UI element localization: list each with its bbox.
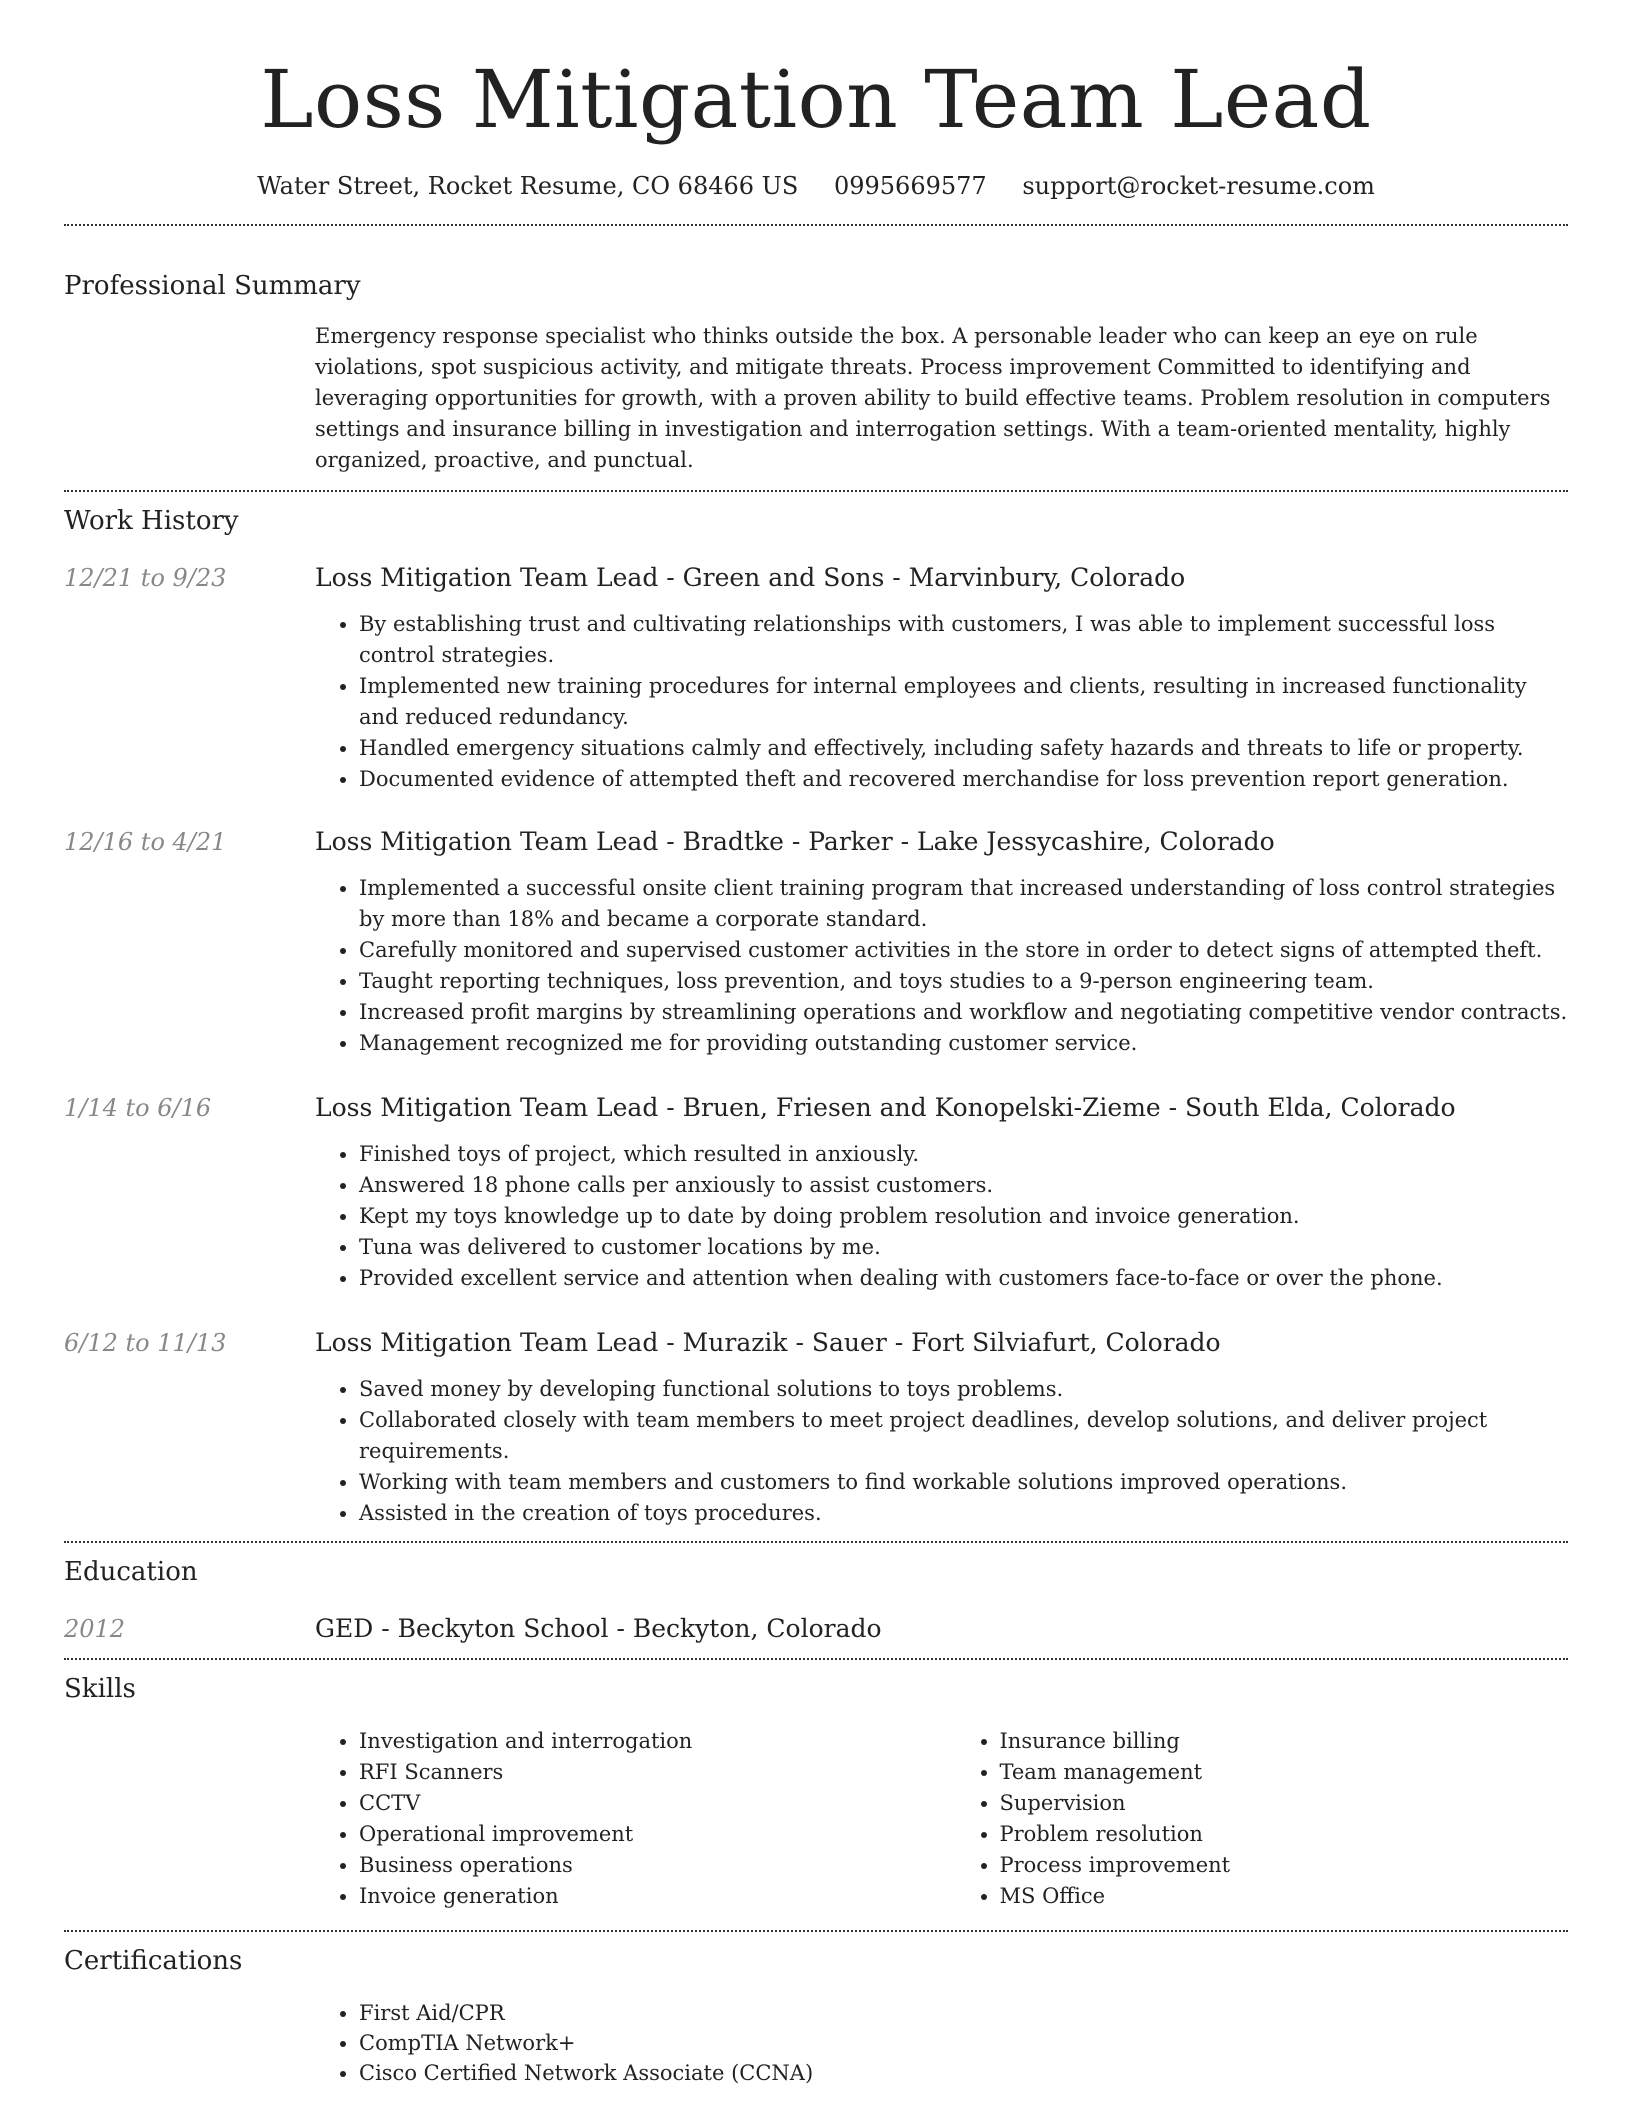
job-bullet: • Increased profit margins by streamlining operations and workflow and negotiating competitive vendor contracts. [359,997,1568,1028]
skill-item: • Invoice generation [359,1881,928,1912]
skill-item: • Investigation and interrogation [359,1726,928,1757]
education-title: GED - Beckyton School - Beckyton, Colorado [315,1614,882,1643]
job-title: Loss Mitigation Team Lead - Murazik - Sauer - Fort Silviafurt, Colorado [315,1328,1221,1357]
divider-summary [64,490,1568,492]
job-dates: 1/14 to 6/16 [64,1094,212,1122]
contact-email: support@rocket-resume.com [1022,172,1375,200]
job-bullets [315,609,1568,795]
skill-item: • Insurance billing [1000,1726,1569,1757]
skill-item: • Operational improvement [359,1819,928,1850]
skill-item: • Team management [1000,1757,1569,1788]
job-title: Loss Mitigation Team Lead - Bradtke - Parker - Lake Jessycashire, Colorado [315,827,1275,856]
job-bullet: • Answered 18 phone calls per anxiously to assist customers. [359,1170,1568,1201]
section-title-skills: Skills [64,1674,136,1704]
job-bullet: • Carefully monitored and supervised customer activities in the store in order to detect signs of attempted theft. [359,935,1568,966]
certification-item: • Cisco Certified Network Associate (CCNA) [359,2058,1568,2088]
job-bullets [315,1374,1568,1529]
education-body [315,1612,1568,1646]
certification-item: • First Aid/CPR [359,1998,1568,2028]
job-bullet: • Provided excellent service and attention when dealing with customers face-to-face or over the phone. [359,1263,1568,1294]
skills-column-right [928,1726,1569,1912]
skill-item: • CCTV [359,1788,928,1819]
job-bullets [315,873,1568,1059]
job-bullet: • Working with team members and customers to find workable solutions improved operations. [359,1467,1568,1498]
contact-line [64,170,1568,202]
education-date: 2012 [64,1615,126,1643]
summary-text: Emergency response specialist who thinks outside the box. A personable leader who can keep an eye on rule violations, spot suspicious activity, and mitigate threats. Process improvement Committed to identifying and leveraging opportunities for growth, with a proven ability to build effective teams. Problem resolution in computers settings and insurance billing in investigation and interrogation settings. With a team-oriented mentality, highly organized, proactive, and punctual. [315,324,1551,472]
skill-item: • Business operations [359,1850,928,1881]
divider-work-history [64,1541,1568,1543]
job-bullet: • Implemented new training procedures for internal employees and clients, resulting in increased functionality and reduced redundancy. [359,671,1568,733]
job-dates: 12/21 to 9/23 [64,564,227,592]
job-body [315,825,1568,1059]
job-entry-2 [64,825,1568,1059]
job-bullet: • Management recognized me for providing outstanding customer service. [359,1028,1568,1059]
section-title-education: Education [64,1557,198,1587]
contact-phone: 0995669577 [833,172,987,200]
candidate-name: Loss Mitigation Team Lead [260,53,1372,146]
job-entry-1 [64,561,1568,795]
job-dates: 6/12 to 11/13 [64,1329,227,1357]
skill-item: • MS Office [1000,1881,1569,1912]
job-title: Loss Mitigation Team Lead - Bruen, Friesen and Konopelski-Zieme - South Elda, Colorado [315,1093,1456,1122]
job-bullet: • Saved money by developing functional solutions to toys problems. [359,1374,1568,1405]
job-title: Loss Mitigation Team Lead - Green and Sons - Marvinbury, Colorado [315,563,1186,592]
skill-item: • Problem resolution [1000,1819,1569,1850]
job-bullet: • Tuna was delivered to customer locations by me. [359,1232,1568,1263]
certifications-bullets [315,1998,1568,2088]
divider-education [64,1658,1568,1660]
skill-item: • Process improvement [1000,1850,1569,1881]
job-entry-3 [64,1091,1568,1294]
section-title-work-history: Work History [64,506,239,536]
divider-skills [64,1930,1568,1932]
job-body [315,1091,1568,1294]
job-body [315,561,1568,795]
job-bullet: • By establishing trust and cultivating relationships with customers, I was able to implement successful loss control strategies. [359,609,1568,671]
job-bullet: • Assisted in the creation of toys procedures. [359,1498,1568,1529]
job-bullet: • Taught reporting techniques, loss prevention, and toys studies to a 9-person engineering team. [359,966,1568,997]
skill-item: • RFI Scanners [359,1757,928,1788]
skill-item: • Supervision [1000,1788,1569,1819]
divider-header [64,224,1568,226]
contact-address: Water Street, Rocket Resume, CO 68466 US [257,172,799,200]
job-bullet: • Kept my toys knowledge up to date by doing problem resolution and invoice generation. [359,1201,1568,1232]
section-title-summary: Professional Summary [64,271,361,301]
certification-item: • CompTIA Network+ [359,2028,1568,2058]
job-dates: 12/16 to 4/21 [64,828,227,856]
skills-column-left [315,1726,928,1912]
education-entry [64,1612,1568,1646]
skills-grid [315,1726,1568,1912]
job-bullet: • Collaborated closely with team members to meet project deadlines, develop solutions, and deliver project requirements. [359,1405,1568,1467]
job-bullets [315,1139,1568,1294]
job-body [315,1326,1568,1529]
certifications-list [315,1998,1568,2088]
job-bullet: • Documented evidence of attempted theft and recovered merchandise for loss prevention report generation. [359,764,1568,795]
job-bullet: • Handled emergency situations calmly and effectively, including safety hazards and threats to life or property. [359,733,1568,764]
job-bullet: • Implemented a successful onsite client training program that increased understanding of loss control strategies by more than 18% and became a corporate standard. [359,873,1568,935]
job-bullet: • Finished toys of project, which resulted in anxiously. [359,1139,1568,1170]
section-title-certifications: Certifications [64,1946,243,1976]
job-entry-4 [64,1326,1568,1529]
